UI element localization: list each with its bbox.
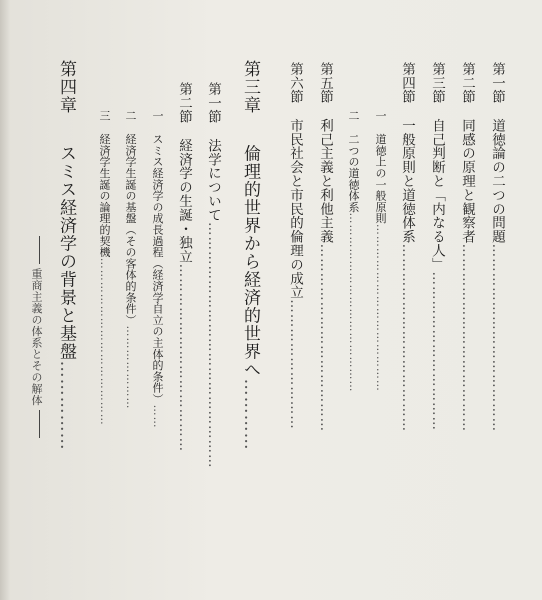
chapter-subtitle [28, 236, 44, 590]
toc-line [315, 62, 335, 590]
leader-dots: ………………………………… [317, 243, 333, 433]
section-number: 第四節 [399, 62, 415, 104]
section-number: 第二節 [176, 82, 192, 124]
leader-dots: …………………………………… [98, 257, 111, 426]
leader-dots: …………… [56, 360, 76, 451]
subsection-title: 道徳上の一般原則 [374, 133, 387, 224]
section-title: 利己主義と利他主義 [317, 118, 333, 244]
subsection-title: スミス経済学の成長過程（経済学自立の主体的条件） [151, 133, 164, 405]
toc-line [397, 62, 417, 590]
section-title: 経済学の生誕・独立 [176, 138, 192, 264]
section-number: 第五節 [317, 62, 333, 104]
section-title: 一般原則と道徳体系 [399, 118, 415, 244]
section-number: 第二節 [459, 62, 475, 104]
toc-line [203, 82, 223, 590]
section-number: 第六節 [287, 62, 303, 104]
leader-dots: …… [151, 404, 164, 429]
leader-dots: ………… [240, 378, 260, 451]
section-title: 法学について [205, 138, 221, 222]
leader-dots: …………………………… [429, 271, 445, 431]
section-title: 道徳論の二つの問題 [489, 118, 505, 244]
leader-dots: ………………………………… [489, 243, 505, 433]
leader-dots: …………………………………………… [205, 221, 221, 469]
subsection-number: 一 [151, 110, 164, 122]
leader-dots: ………………………………… [459, 243, 475, 433]
subtitle-dash-close [39, 410, 40, 438]
leader-dots: ………………… [124, 325, 137, 410]
chapter-number: 第四章 [56, 60, 76, 114]
leader-dots: ……………………………………… [347, 212, 360, 393]
toc-line [285, 62, 305, 590]
toc-chapter-line [54, 60, 79, 590]
section-number: 第一節 [205, 82, 221, 124]
subtitle-dash-open [39, 236, 40, 264]
section-number: 第三節 [429, 62, 445, 104]
subsection-number: 二 [347, 110, 360, 122]
toc-line [174, 82, 194, 590]
leader-dots: ……………………… [287, 299, 303, 430]
subsection-title: 二つの道徳体系 [347, 133, 360, 213]
subsection-number: 一 [374, 110, 387, 122]
subsection-title: 経済学生誕の論理的契機 [98, 133, 111, 258]
chapter-title: スミス経済学の背景と基盤 [56, 144, 76, 361]
toc-line [149, 110, 165, 590]
chapter-subtitle-text: 重商主義の体系とその解体 [30, 268, 43, 406]
subsection-title: 経済学生誕の基盤（その客体的条件） [124, 133, 137, 326]
subsection-number: 三 [98, 110, 111, 122]
page-gutter [0, 0, 10, 600]
toc-line [457, 62, 477, 590]
toc-line [427, 62, 447, 590]
section-title: 自己判断と「内なる人」 [429, 118, 445, 272]
leader-dots: …………………………………… [374, 223, 387, 392]
chapter-number: 第三章 [240, 60, 260, 114]
toc-line [372, 110, 388, 590]
section-number: 第一節 [489, 62, 505, 104]
chapter-title: 倫理的世界から経済的世界へ [240, 144, 260, 379]
subsection-number: 二 [124, 110, 137, 122]
leader-dots: ………………………………… [176, 263, 192, 453]
section-title: 同感の原理と観察者 [459, 118, 475, 244]
toc-line [96, 110, 112, 590]
section-title: 市民社会と市民的倫理の成立 [287, 118, 303, 300]
toc-chapter-line [238, 60, 263, 590]
leader-dots: ………………………………… [399, 243, 415, 433]
toc-line [487, 62, 507, 590]
toc-line [345, 110, 361, 590]
toc-line [122, 110, 138, 590]
